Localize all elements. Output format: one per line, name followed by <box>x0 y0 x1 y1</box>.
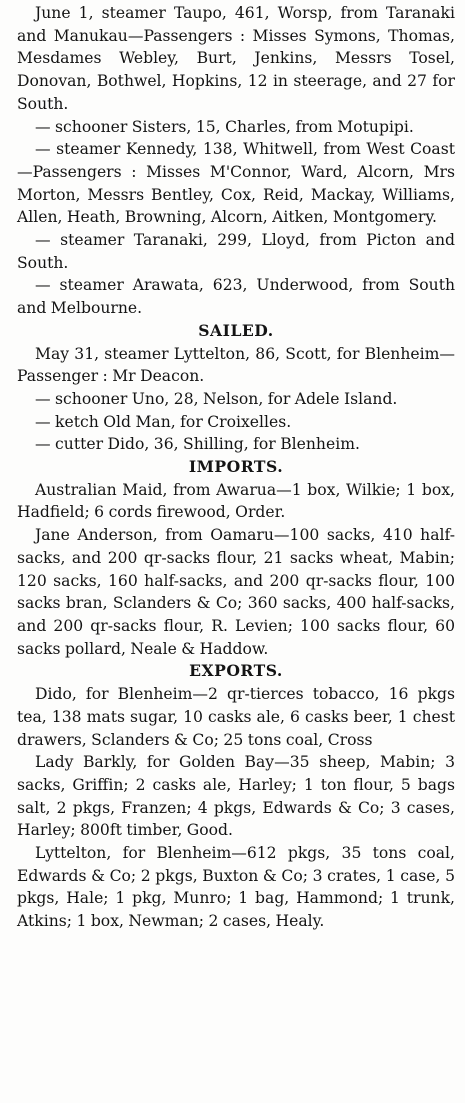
sailed-entry: — ketch Old Man, for Croixelles. <box>35 412 292 431</box>
import-entry: Jane Anderson, from Oamaru—100 sacks, 410 half-sacks, and 200 qr-sacks flour, 21 sacks wheat, Mabin; 120 sacks, 160 half-sacks, and 200 qr-sacks flour, 100 sacks bran, Sclanders & Co; 360 sacks, 400 half-sacks, and 200 qr-sacks flour, R. Levien; 100 sacks flour, 60 sacks pollard, Neale & Haddow. <box>17 526 455 658</box>
sailed-entry: — schooner Uno, 28, Nelson, for Adele Island. <box>35 389 398 408</box>
export-entry: Dido, for Blenheim—2 qr-tierces tobacco, 16 pkgs tea, 138 mats sugar, 10 casks ale, 6 casks beer, 1 chest drawers, Sclanders & Co; 25 tons coal, Cross <box>17 685 455 749</box>
sailed-entry: — cutter Dido, 36, Shilling, for Blenheim. <box>35 435 360 454</box>
export-entry: Lyttelton, for Blenheim—612 pkgs, 35 tons coal, Edwards & Co; 2 pkgs, Buxton & Co; 3 crates, 1 case, 5 pkgs, Hale; 1 pkg, Munro; 1 bag, Hammond; 1 trunk, Atkins; 1 box, Newman; 2 cases, Healy. <box>17 844 455 931</box>
arrival-entry: — schooner Sisters, 15, Charles, from Motupipi. <box>35 117 414 136</box>
arrival-entry: — steamer Kennedy, 138, Whitwell, from West Coast—Passengers : Misses M'Connor, Ward, Alcorn, Mrs Morton, Messrs Bentley, Cox, Reid, Mackay, Williams, Allen, Heath, Browning, Alcorn, Aitken, Montgomery. <box>17 140 455 227</box>
import-entry: Australian Maid, from Awarua—1 box, Wilkie; 1 box, Hadfield; 6 cords firewood, Order. <box>17 480 455 522</box>
sailed-heading: SAILED. <box>198 320 274 340</box>
sailed-entry: May 31, steamer Lyttelton, 86, Scott, for Blenheim—Passenger : Mr Deacon. <box>17 344 455 386</box>
arrival-entry: — steamer Taranaki, 299, Lloyd, from Picton and South. <box>17 231 455 272</box>
exports-heading: EXPORTS. <box>189 661 283 681</box>
arrival-entry: June 1, steamer Taupo, 461, Worsp, from Taranaki and Manukau—Passengers : Misses Symons, Thomas, Mesdames Webley, Burt, Jenkins, Messrs Tosel, Donovan, Bothwel, Hopkins, 12 in steerage, and 27 for South. <box>17 4 455 113</box>
imports-heading: IMPORTS. <box>188 457 284 477</box>
arrival-entry: — steamer Arawata, 623, Underwood, from South and Melbourne. <box>17 276 455 318</box>
export-entry: Lady Barkly, for Golden Bay—35 sheep, Mabin; 3 sacks, Griffin; 2 casks ale, Harley; 1 ton flour, 5 bags salt, 2 pkgs, Franzen; 4 pkgs, Edwards & Co; 3 cases, Harley; 800ft timber, Good. <box>17 753 455 840</box>
